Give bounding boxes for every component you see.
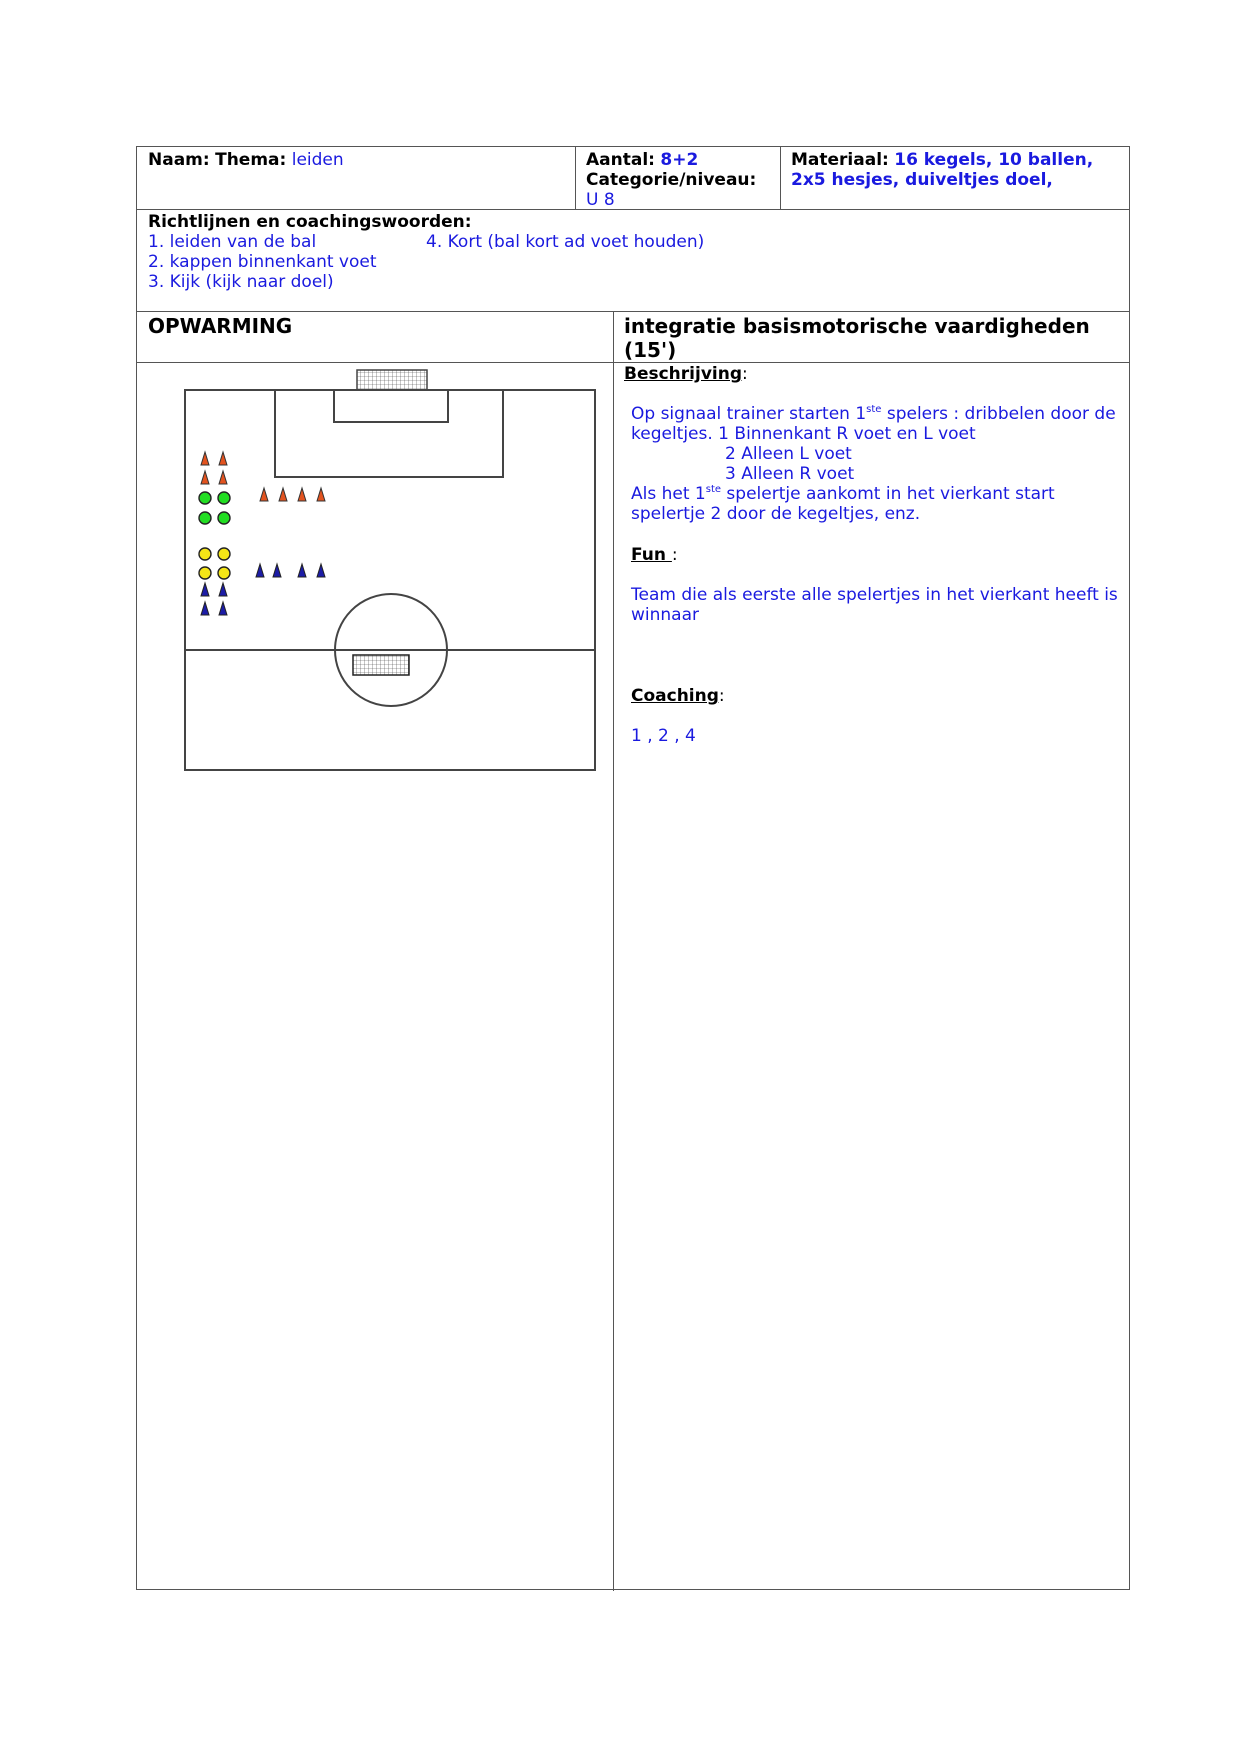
thema-value: leiden: [291, 150, 344, 170]
richtlijnen-cell: [148, 212, 1108, 292]
line5-sup: ste: [705, 484, 722, 495]
blue-cone: [201, 602, 209, 615]
divider-col1: [575, 147, 576, 209]
divider-richtlijnen: [137, 311, 1129, 312]
blue-cone: [256, 564, 264, 577]
blue-cone: [219, 602, 227, 615]
green-player: [218, 492, 230, 504]
fun-text: [631, 585, 1121, 625]
fun-heading: [631, 545, 678, 565]
orange-cone: [201, 471, 209, 484]
blue-cone: [298, 564, 306, 577]
materiaal-line1: 16 kegels, 10 ballen,: [894, 150, 1094, 170]
divider-section-title: [137, 362, 1129, 363]
beschrijving-text: [631, 404, 1121, 524]
yellow-players: [199, 548, 230, 579]
richtlijnen-title: Richtlijnen en coachingswoorden:: [148, 212, 472, 232]
fun-text-line-1: Team die als eerste alle spelertjes in het vierkant heeft is: [631, 585, 1118, 605]
beschrijving-line-3: 2 Alleen L voet: [725, 444, 852, 464]
blue-cone: [317, 564, 325, 577]
fun-colon: :: [671, 545, 678, 565]
beschrijving-line-6: spelertje 2 door de kegeltjes, enz.: [631, 504, 921, 524]
line1-b: spelers : dribbelen door de: [881, 404, 1116, 424]
beschrijving-label: Beschrijving: [624, 364, 743, 384]
yellow-player: [199, 567, 211, 579]
goal-area: [334, 390, 448, 422]
line1-sup: ste: [866, 404, 882, 415]
blue-cone: [219, 583, 227, 596]
divider-main-columns: [613, 311, 614, 1591]
green-player: [218, 512, 230, 524]
session-sheet: [136, 146, 1130, 1590]
field-outline: [185, 390, 595, 770]
green-player: [199, 492, 211, 504]
materiaal-label: Materiaal:: [791, 150, 889, 170]
materiaal-cell: [791, 150, 1093, 190]
thema-label: Thema:: [215, 150, 287, 170]
beschrijving-line-4: 3 Alleen R voet: [725, 464, 855, 484]
beschrijving-line-1: [631, 404, 1121, 424]
beschrijving-line-2: kegeltjes. 1 Binnenkant R voet en L voet: [631, 424, 976, 444]
yellow-player: [218, 567, 230, 579]
line5-a: Als het 1: [631, 484, 706, 504]
divider-col2: [780, 147, 781, 209]
fun-label: Fun: [631, 545, 672, 565]
orange-cone: [260, 488, 268, 501]
orange-cone: [219, 471, 227, 484]
aantal-label: Aantal:: [586, 150, 655, 170]
section-right-title: integratie basismotorische vaardigheden (15'): [624, 314, 1090, 362]
coaching-heading: [631, 686, 725, 706]
line1-a: Op signaal trainer starten 1: [631, 404, 867, 424]
richtlijn-item-2: 2. kappen binnenkant voet: [148, 252, 377, 272]
richtlijn-item-3: 3. Kijk (kijk naar doel): [148, 272, 334, 292]
yellow-player: [199, 548, 211, 560]
naam-label: Naam:: [148, 150, 210, 170]
yellow-player: [218, 548, 230, 560]
green-players: [199, 492, 230, 524]
penalty-box: [275, 390, 503, 477]
categorie-label: Categorie/niveau:: [586, 170, 757, 190]
categorie-value: U 8: [586, 190, 615, 210]
richtlijn-item-1: 1. leiden van de bal: [148, 232, 317, 252]
fun-text-line-2: winnaar: [631, 605, 699, 625]
green-player: [199, 512, 211, 524]
aantal-value: 8+2: [660, 150, 699, 170]
blue-cone: [273, 564, 281, 577]
materiaal-line2: 2x5 hesjes, duiveltjes doel,: [791, 170, 1053, 190]
main-goal-net: [357, 370, 427, 390]
pitch-diagram: [184, 364, 600, 772]
orange-cone: [298, 488, 306, 501]
coaching-value: 1 , 2 , 4: [631, 726, 696, 746]
blue-cone: [201, 583, 209, 596]
beschrijving-line-5: [631, 484, 1121, 504]
coaching-colon: :: [718, 686, 725, 706]
small-goal-net: [353, 655, 409, 675]
section-left-title: OPWARMING: [148, 314, 293, 338]
naam-thema-cell: [148, 150, 344, 170]
orange-cone: [279, 488, 287, 501]
orange-cone: [317, 488, 325, 501]
beschrijving-heading: [624, 364, 748, 384]
aantal-cell: [586, 150, 756, 210]
orange-cone: [201, 452, 209, 465]
richtlijn-item-4: 4. Kort (bal kort ad voet houden): [426, 232, 705, 252]
orange-cone: [219, 452, 227, 465]
coaching-label: Coaching: [631, 686, 719, 706]
line5-b: spelertje aankomt in het vierkant start: [721, 484, 1055, 504]
beschrijving-colon: :: [742, 364, 748, 384]
